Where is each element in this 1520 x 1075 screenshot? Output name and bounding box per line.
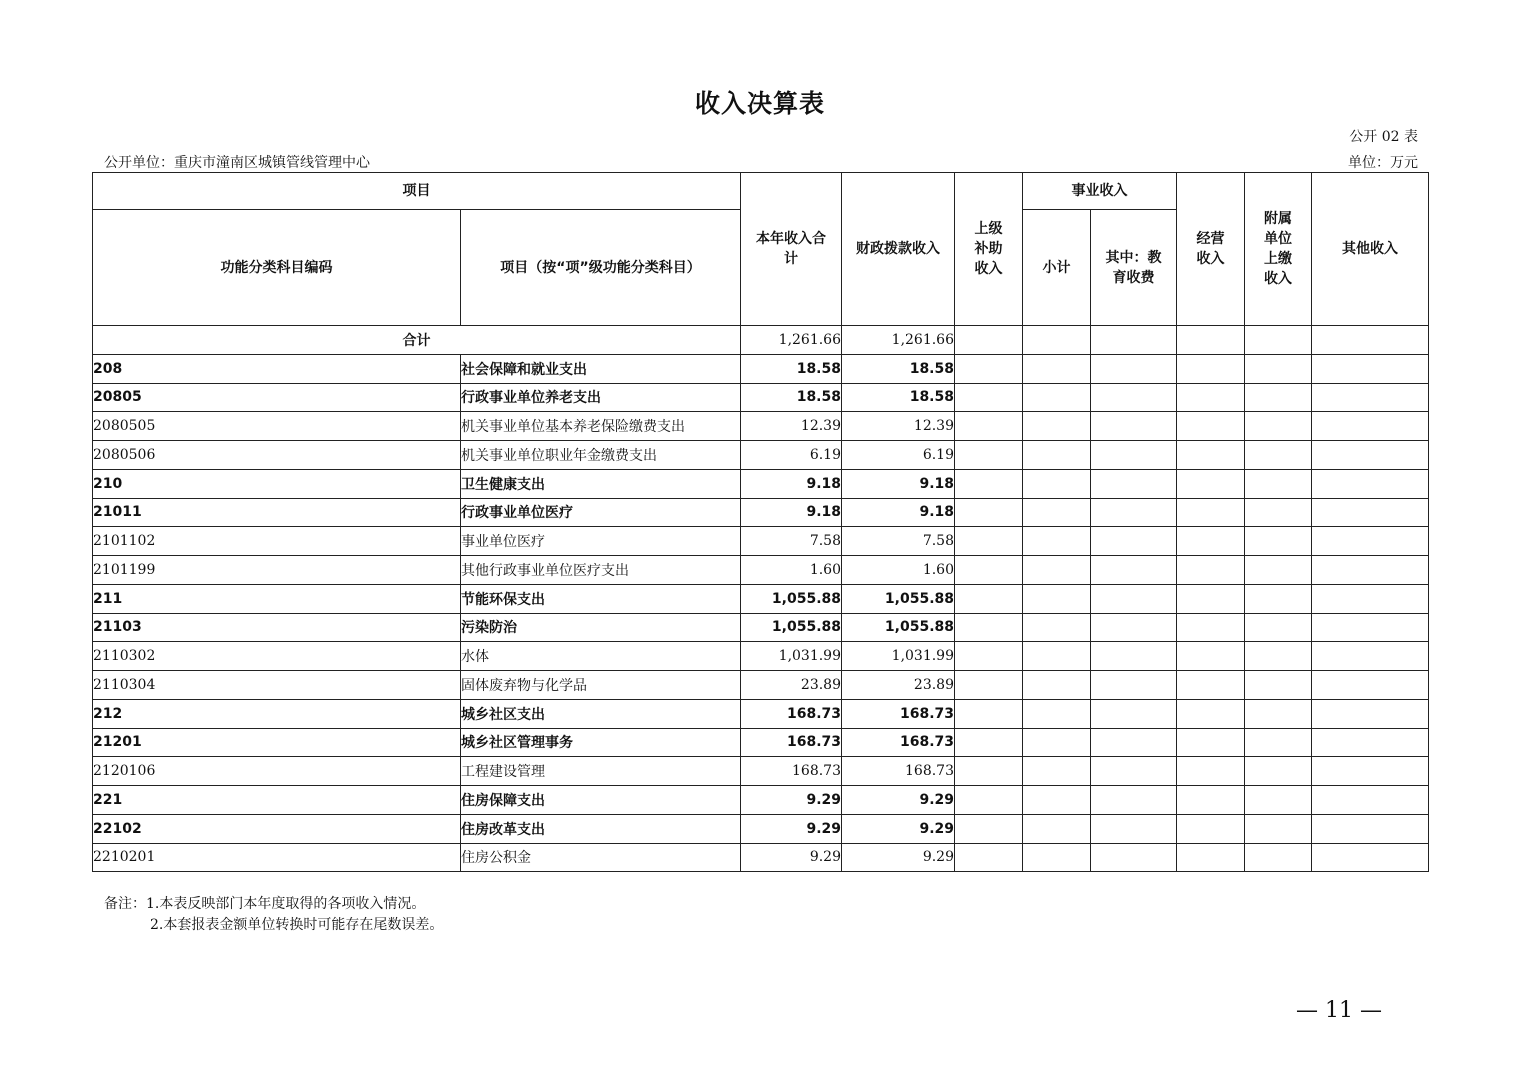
header-total-income: 本年收入合计 bbox=[741, 173, 842, 326]
table-row: 22102 住房改革支出 9.29 9.29 bbox=[93, 814, 1429, 843]
total-row bbox=[93, 326, 1429, 355]
header-item: 项目（按“项”级功能分类科目） bbox=[461, 210, 741, 326]
total-label: 合计 bbox=[93, 326, 741, 355]
table-row: 212 城乡社区支出 168.73 168.73 bbox=[93, 699, 1429, 728]
header-edu-fee: 其中：教育收费 bbox=[1091, 210, 1177, 326]
table-row: 210 卫生健康支出 9.18 9.18 bbox=[93, 469, 1429, 498]
table-row: 21103 污染防治 1,055.88 1,055.88 bbox=[93, 613, 1429, 642]
header-superior: 上级补助收入 bbox=[955, 173, 1023, 326]
header-operating: 经营收入 bbox=[1177, 173, 1245, 326]
total-income-cell: 1,261.66 bbox=[741, 326, 842, 355]
income-table bbox=[92, 172, 1429, 872]
note-2: 2.本套报表金额单位转换时可能存在尾数误差。 bbox=[150, 917, 444, 933]
table-row: 2080505 机关事业单位基本养老保险缴费支出 12.39 12.39 bbox=[93, 412, 1429, 441]
header-code: 功能分类科目编码 bbox=[93, 210, 461, 326]
table-row: 2080506 机关事业单位职业年金缴费支出 6.19 6.19 bbox=[93, 441, 1429, 470]
form-number: 公开 02 表 bbox=[1349, 129, 1418, 145]
reporting-unit: 公开单位：重庆市潼南区城镇管线管理中心 bbox=[104, 155, 370, 171]
table-row: 20805 行政事业单位养老支出 18.58 18.58 bbox=[93, 383, 1429, 412]
table-row: 2120106 工程建设管理 168.73 168.73 bbox=[93, 757, 1429, 786]
table-row: 211 节能环保支出 1,055.88 1,055.88 bbox=[93, 584, 1429, 613]
header-affiliated: 附属单位上缴收入 bbox=[1245, 173, 1312, 326]
table-row: 221 住房保障支出 9.29 9.29 bbox=[93, 786, 1429, 815]
header-subtotal: 小计 bbox=[1023, 210, 1091, 326]
total-fiscal-cell: 1,261.66 bbox=[842, 326, 955, 355]
page-number: — 11 — bbox=[1296, 998, 1382, 1023]
table-row: 21011 行政事业单位医疗 9.18 9.18 bbox=[93, 498, 1429, 527]
table-row: 2101199 其他行政事业单位医疗支出 1.60 1.60 bbox=[93, 556, 1429, 585]
table-row: 21201 城乡社区管理事务 168.73 168.73 bbox=[93, 728, 1429, 757]
header-project: 项目 bbox=[93, 173, 741, 210]
table-row: 2110304 固体废弃物与化学品 23.89 23.89 bbox=[93, 671, 1429, 700]
table-row: 208 社会保障和就业支出 18.58 18.58 bbox=[93, 354, 1429, 383]
header-business: 事业收入 bbox=[1023, 173, 1177, 210]
table-row: 2101102 事业单位医疗 7.58 7.58 bbox=[93, 527, 1429, 556]
currency-unit: 单位：万元 bbox=[1348, 155, 1418, 171]
table-row: 2110302 水体 1,031.99 1,031.99 bbox=[93, 642, 1429, 671]
notes bbox=[104, 894, 443, 936]
page-title: 收入决算表 bbox=[694, 89, 825, 118]
note-1: 备注：1.本表反映部门本年度取得的各项收入情况。 bbox=[104, 896, 426, 912]
header-fiscal: 财政拨款收入 bbox=[842, 173, 955, 326]
table-row: 2210201 住房公积金 9.29 9.29 bbox=[93, 843, 1429, 872]
header-other: 其他收入 bbox=[1312, 173, 1429, 326]
